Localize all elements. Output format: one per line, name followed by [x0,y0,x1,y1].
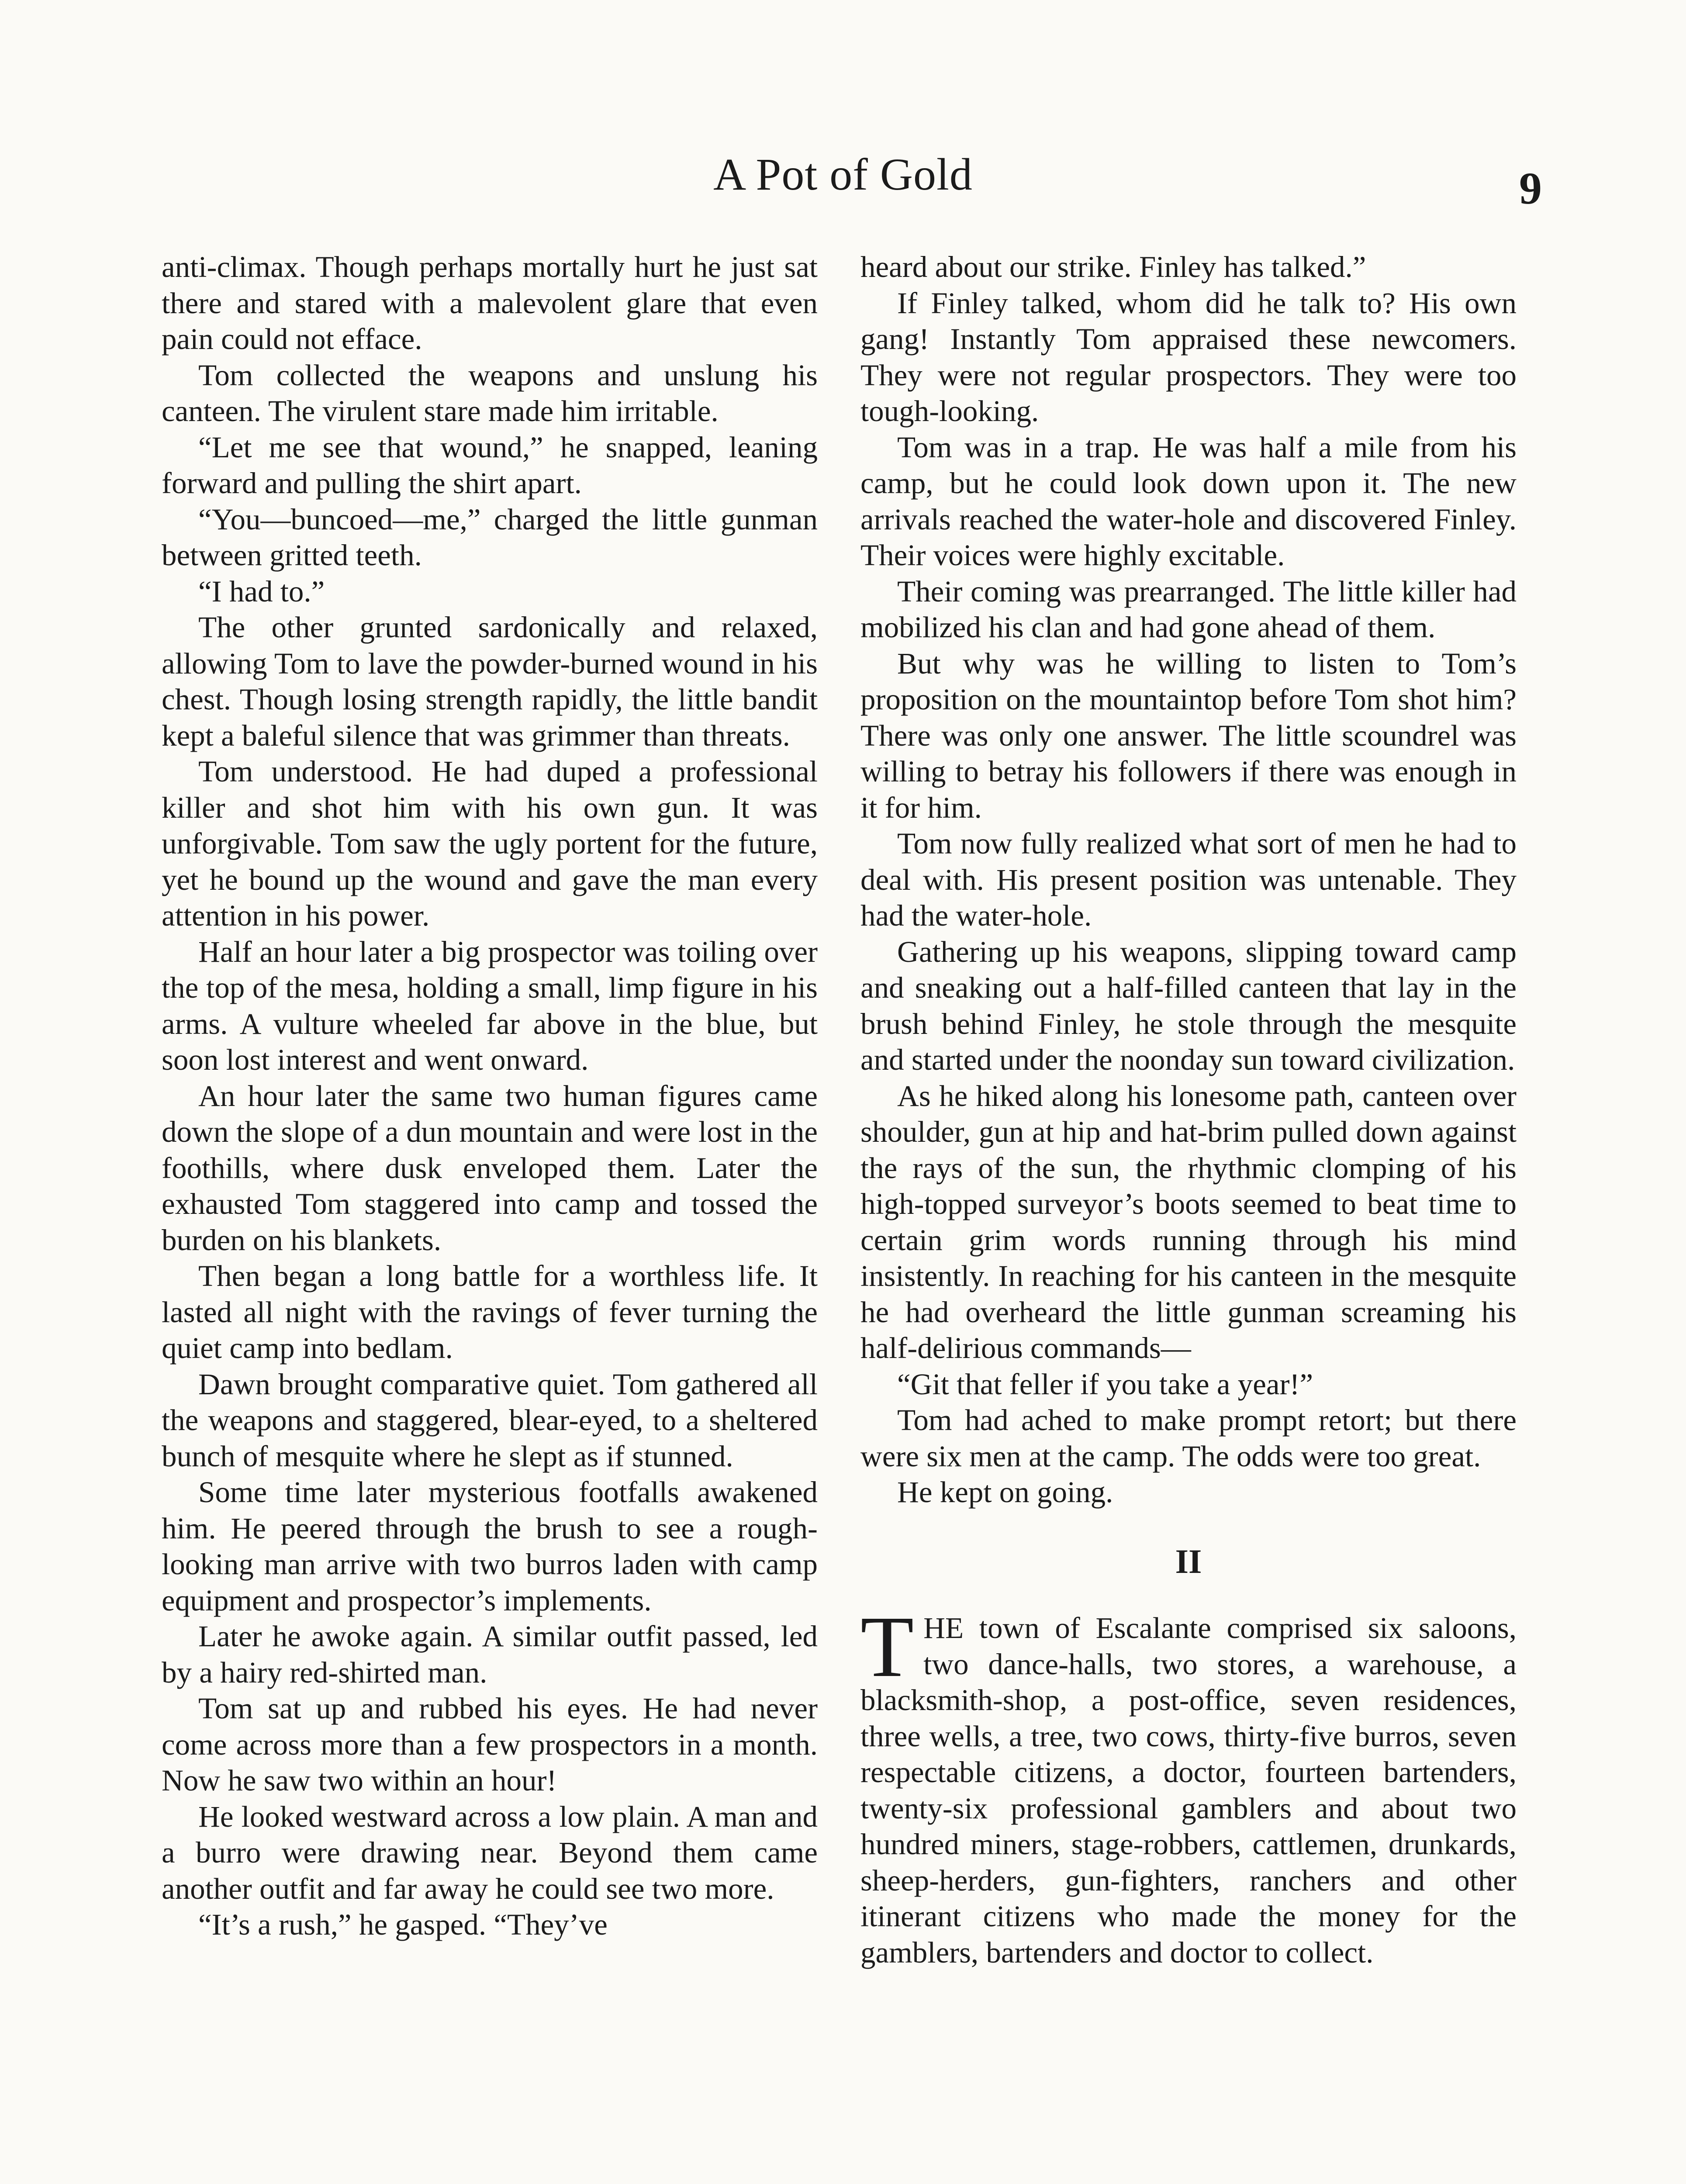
paragraph: heard about our strike. Finley has talked.” [860,250,1366,283]
paragraph: “It’s a rush,” he gasped. “They’ve [198,1908,608,1941]
paragraph: “Git that feller if you take a year!” [897,1367,1313,1401]
left-column [162,249,818,1943]
page-number: 9 [1519,163,1542,214]
paragraph: Later he awoke again. A similar outfit passed, led by a hairy red-shirted man. [162,1620,818,1689]
paragraph: The other grunted sardonically and relaxed, allowing Tom to lave the powder-burned wound in his chest. Though losing strength rapidly, the little bandit kept a baleful silence that was grimmer than threats. [162,611,818,752]
paragraph: Tom had ached to make prompt retort; but there were six men at the camp. The odds were too great. [860,1403,1517,1473]
paragraph: Tom collected the weapons and unslung his canteen. The virulent stare made him irritable. [162,358,818,428]
paragraph: But why was he willing to listen to Tom’s proposition on the mountaintop before Tom shot him? There was only one answer. The little scoundrel was willing to betray his followers if there was enough in it for him. [860,646,1517,824]
paragraph: anti-climax. Though perhaps mortally hurt he just sat there and stared with a malevolent glare that even pain could not efface. [162,250,818,356]
paragraph: He looked westward across a low plain. A man and a burro were drawing near. Beyond them came another outfit and far away he could see two more. [162,1800,818,1905]
paragraph: Half an hour later a big prospector was toiling over the top of the mesa, holding a small, limp figure in his arms. A vulture wheeled far above in the blue, but soon lost interest and went onward. [162,935,818,1076]
paragraph: “I had to.” [198,574,325,608]
paragraph: Gathering up his weapons, slipping toward camp and sneaking out a half-filled canteen that lay in the brush behind Finley, he stole through the mesquite and started under the noonday sun toward civilization. [860,935,1517,1076]
paragraph: Some time later mysterious footfalls awakened him. He peered through the brush to see a rough-looking man arrive with two burros laden with camp equipment and prospector’s implements. [162,1476,818,1617]
drop-cap: T [860,1599,914,1695]
running-title: A Pot of Gold [713,149,973,200]
paragraph: Then began a long battle for a worthless life. It lasted all night with the ravings of fever turning the quiet camp into bedlam. [162,1259,818,1365]
paragraph: Tom now fully realized what sort of men he had to deal with. His present position was untenable. They had the water-hole. [860,827,1517,932]
section-opening-text: HE town of Escalante comprised six saloons, two dance-halls, two stores, a warehouse, a blacksmith-shop, a post-office, seven residences, three wells, a tree, two cows, thirty-five burros, seven respectable citizens, a doctor, fourteen bartenders, twenty-six professional gamblers and about two hundred miners, stage-robbers, cattlemen, drunkards, sheep-herders, gun-fighters, ranchers and other itinerant citizens who made the money for the gamblers, bartenders and doctor to collect. [860,1611,1517,1969]
section-opening-paragraph [860,1599,1517,1970]
paragraph: He kept on going. [897,1476,1113,1509]
paragraph: If Finley talked, whom did he talk to? His own gang! Instantly Tom appraised these newcomers. They were not regular prospectors. They were too tough-looking. [860,286,1517,428]
paragraph: Tom was in a trap. He was half a mile from his camp, but he could look down upon it. The new arrivals reached the water-hole and discovered Finley. Their voices were highly excitable. [860,430,1517,572]
section-number: II [1175,1542,1202,1580]
paragraph: Their coming was prearranged. The little killer had mobilized his clan and had gone ahead of them. [860,574,1517,644]
paragraph: As he hiked along his lonesome path, canteen over shoulder, gun at hip and hat-brim pulled down against the rays of the sun, the rhythmic clomping of his high-topped surveyor’s boots seemed to beat time to certain grim words running through his mind insistently. In reaching for his canteen in the mesquite he had overheard the little gunman screaming his half-delirious commands— [860,1079,1517,1365]
paragraph: Dawn brought comparative quiet. Tom gathered all the weapons and staggered, blear-eyed, to a sheltered bunch of mesquite where he slept as if stunned. [162,1367,818,1473]
right-column [860,249,1517,1970]
paragraph: An hour later the same two human figures came down the slope of a dun mountain and were lost in the foothills, where dusk enveloped them. Later the exhausted Tom staggered into camp and tossed the burden on his blankets. [162,1079,818,1257]
paragraph: “You—buncoed—me,” charged the little gunman between gritted teeth. [162,502,818,572]
paragraph: “Let me see that wound,” he snapped, leaning forward and pulling the shirt apart. [162,430,818,500]
paragraph: Tom understood. He had duped a professional killer and shot him with his own gun. It was unforgivable. Tom saw the ugly portent for the future, yet he bound up the wound and gave the man every attention in his power. [162,755,818,932]
paragraph: Tom sat up and rubbed his eyes. He had never come across more than a few prospectors in a month. Now he saw two within an hour! [162,1692,818,1797]
